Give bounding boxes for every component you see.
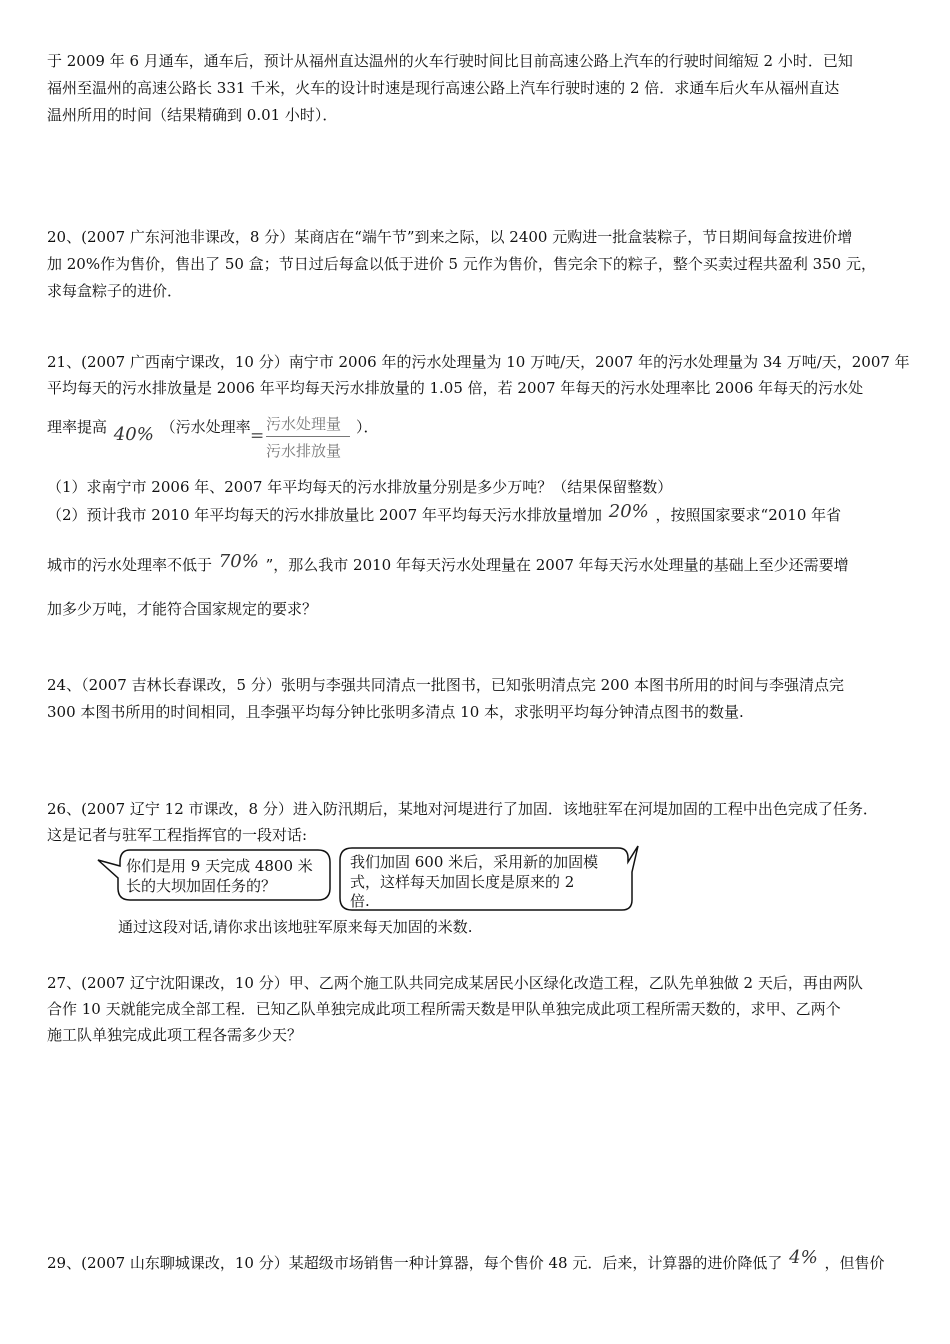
q21-paren-close: ）．	[356, 418, 379, 436]
bubble-2-line-3: 倍.	[350, 892, 370, 910]
bubble-1-line-2: 长的大坝加固任务的？	[126, 877, 277, 895]
q21-line-6: 加多少万吨，才能符合国家规定的要求？	[47, 600, 318, 618]
intro-line-3: 温州所用的时间（结果精确到 0.01 小时）．	[47, 106, 338, 124]
q21-sub-2-prefix: （2）预计我市 2010 年平均每天的污水排放量比 2007 年平均每天污水排放量增加	[47, 506, 602, 524]
q20-line-1: 20、(2007 广东河池非课改，8 分）某商店在“端午节”到来之际，以 2400 元购进一批盒装粽子，节日期间每盒按进价增	[47, 228, 853, 246]
intro-line-1: 于 2009 年 6 月通车，通车后，预计从福州直达温州的火车行驶时间比目前高速公路上汽车的行驶时间缩短 2 小时．已知	[47, 52, 853, 70]
q29-line-1-suffix: ，但售价	[824, 1254, 885, 1272]
q21-line-2: 平均每天的污水排放量是 2006 年平均每天污水排放量的 1.05 倍，若 2007 年每天的污水处理率比 2006 年每天的污水处	[47, 379, 864, 397]
q24-line-1: 24、（2007 吉林长春课改，5 分）张明与李强共同清点一批图书，已知张明清点完 200 本图书所用的时间与李强清点完	[47, 676, 845, 694]
fraction-numerator: 污水处理量	[266, 415, 342, 433]
pct-20: 20%	[608, 501, 649, 522]
bubble-2-line-1: 我们加固 600 米后，采用新的加固模	[350, 853, 599, 871]
intro-line-2: 福州至温州的高速公路长 331 千米，火车的设计时速是现行高速公路上汽车行驶时速的 2 倍．求通车后火车从福州直达	[47, 79, 840, 97]
q20-line-3: 求每盒粽子的进价．	[47, 282, 183, 300]
bubble-1-line-1: 你们是用 9 天完成 4800 米	[126, 857, 313, 875]
fraction-denominator: 污水排放量	[266, 442, 342, 460]
q21-line-3-prefix: 理率提高	[47, 418, 108, 436]
pct-70: 70%	[218, 551, 259, 572]
pct-40: 40%	[113, 424, 154, 445]
q21-sub-2-suffix: ，按照国家要求“2010 年省	[655, 506, 842, 524]
q27-line-2: 合作 10 天就能完成全部工程．已知乙队单独完成此项工程所需天数是甲队单独完成此项工程所需天数的，求甲、乙两个	[47, 1000, 841, 1018]
q27-line-3: 施工队单独完成此项工程各需多少天？	[47, 1026, 303, 1044]
pct-4: 4%	[789, 1247, 818, 1268]
q29-line-1-prefix: 29、(2007 山东聊城课改，10 分）某超级市场销售一种计算器，每个售价 48 元．后来，计算器的进价降低了	[47, 1254, 783, 1272]
q21-line-5-prefix: 城市的污水处理率不低于	[47, 556, 213, 574]
q26-line-2: 这是记者与驻军工程指挥官的一段对话:	[47, 826, 308, 844]
q21-line-1: 21、(2007 广西南宁课改，10 分）南宁市 2006 年的污水处理量为 10 万吨/天，2007 年的污水处理量为 34 万吨/天，2007 年	[47, 353, 910, 371]
q24-line-2: 300 本图书所用的时间相同，且李强平均每分钟比张明多清点 10 本，求张明平均每分钟清点图书的数量.	[47, 703, 744, 721]
q27-line-1: 27、(2007 辽宁沈阳课改，10 分）甲、乙两个施工队共同完成某居民小区绿化改造工程，乙队先单独做 2 天后，再由两队	[47, 974, 863, 992]
q20-line-2: 加 20%作为售价，售出了 50 盒；节日过后每盒以低于进价 5 元作为售价，售完余下的粽子，整个买卖过程共盈利 350 元，	[47, 255, 876, 273]
equals-sign: =	[250, 426, 265, 446]
q21-sub-1: （1）求南宁市 2006 年、2007 年平均每天的污水排放量分别是多少万吨？（结果保留整数）	[47, 478, 673, 496]
bubble-2-line-2: 式，这样每天加固长度是原来的 2	[350, 873, 575, 891]
q21-paren-open: （污水处理率	[160, 418, 251, 436]
q26-after: 通过这段对话,请你求出该地驻军原来每天加固的米数.	[118, 918, 473, 936]
q29-line-1	[47, 1247, 885, 1274]
q26-line-1: 26、(2007 辽宁 12 市课改，8 分）进入防汛期后，某地对河堤进行了加固．该地驻军在河堤加固的工程中出色完成了任务．	[47, 800, 878, 818]
q21-line-5-suffix: ”，那么我市 2010 年每天污水处理量在 2007 年每天污水处理量的基础上至少还需要增	[265, 556, 849, 574]
